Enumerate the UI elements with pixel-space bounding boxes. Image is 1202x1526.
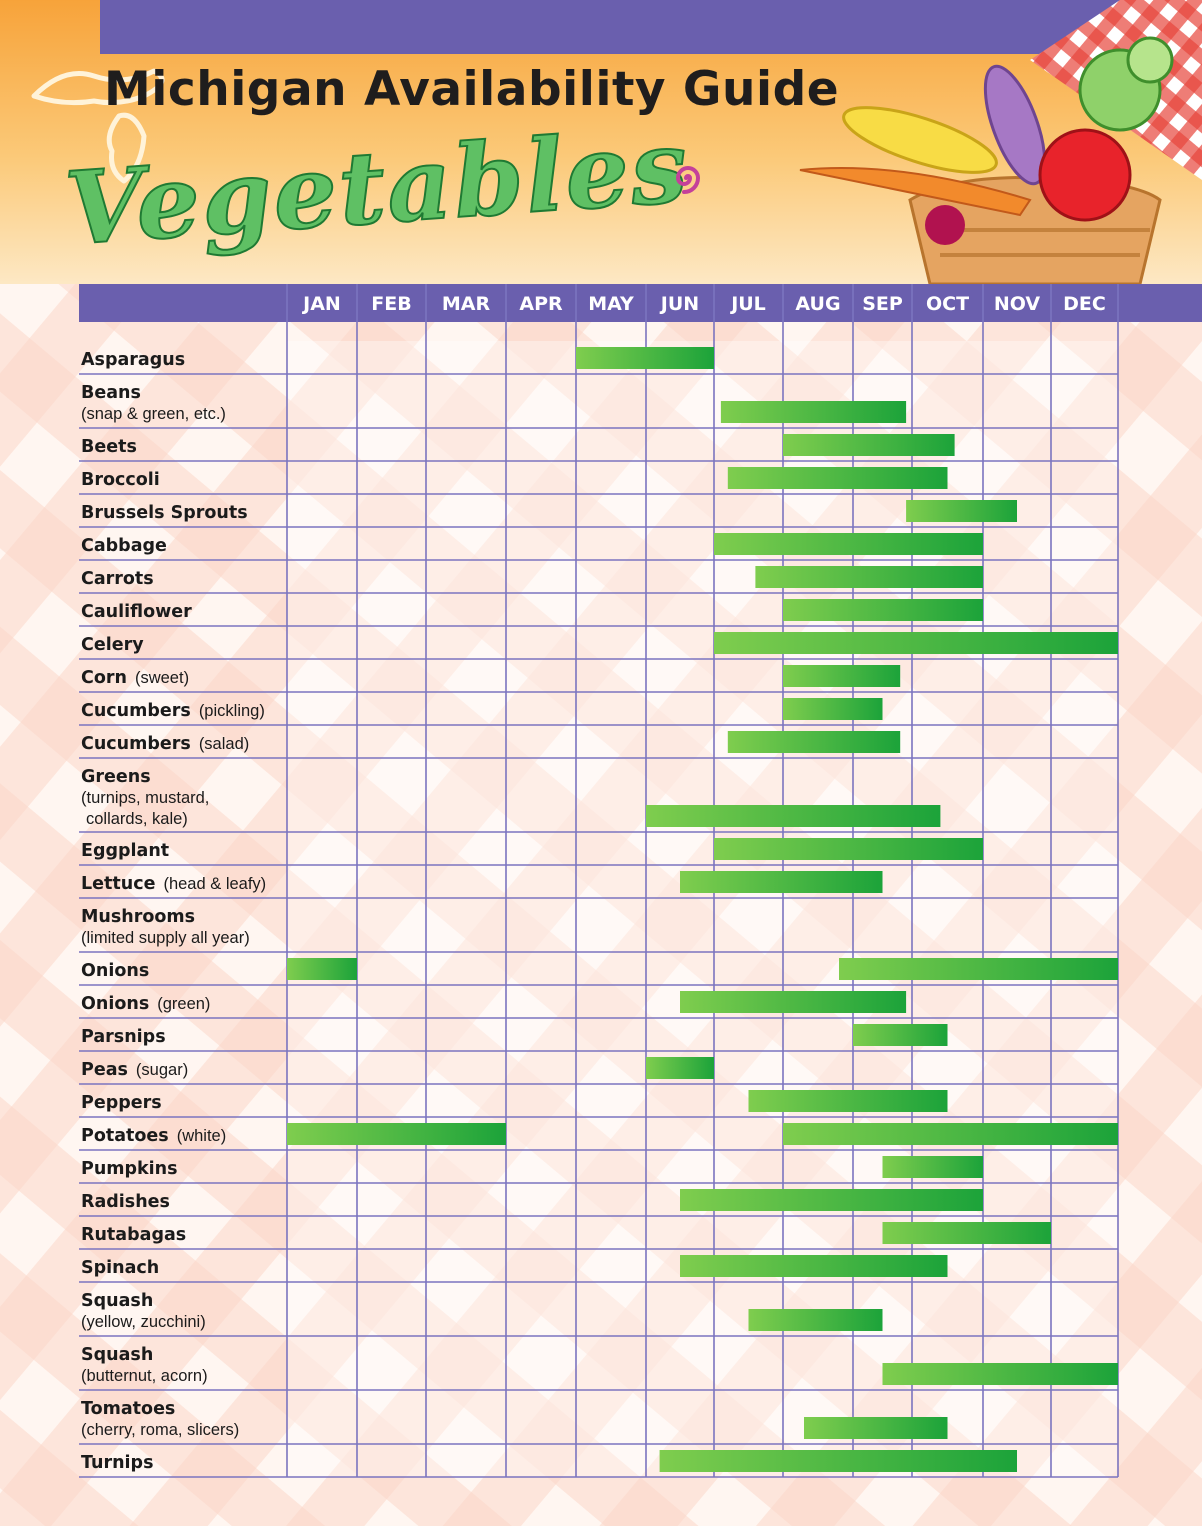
- vegetable-name: Eggplant: [81, 841, 170, 861]
- vegetable-name: Carrots: [81, 569, 154, 589]
- month-label: MAY: [588, 293, 634, 315]
- vegetable-name: Mushrooms: [81, 907, 196, 927]
- vegetable-name: Potatoes: [81, 1126, 169, 1146]
- vegetable-name: Lettuce: [81, 874, 156, 894]
- vegetable-name: Onions: [81, 994, 150, 1014]
- vegetable-name-label: [81, 1291, 206, 1331]
- vegetable-note: (cherry, roma, slicers): [81, 1421, 240, 1439]
- vegetable-name-label: [81, 1399, 239, 1439]
- vegetable-name-label: [81, 961, 149, 981]
- month-label: MAR: [441, 293, 491, 315]
- availability-bar: [783, 599, 983, 621]
- vegetable-note: (salad): [198, 735, 250, 753]
- availability-bar: [576, 347, 714, 369]
- availability-bar: [783, 665, 900, 687]
- vegetable-name-label: [81, 1345, 208, 1385]
- month-label: AUG: [795, 293, 841, 315]
- vegetable-name-label: [81, 1060, 188, 1080]
- vegetable-name-label: [81, 767, 209, 828]
- month-header-band: [79, 284, 1202, 322]
- vegetable-name-label: [81, 350, 185, 370]
- vegetable-name-label: [81, 503, 248, 523]
- vegetable-name-label: [81, 602, 192, 622]
- vegetable-name: Brussels Sprouts: [81, 503, 248, 523]
- vegetable-note: (turnips, mustard,: [81, 789, 210, 807]
- vegetable-name: Peas: [81, 1060, 128, 1080]
- availability-bar: [906, 500, 1017, 522]
- availability-bar: [839, 958, 1118, 980]
- vegetable-name-label: [81, 1027, 166, 1047]
- vegetable-name: Cucumbers: [81, 701, 191, 721]
- vegetable-name-label: [81, 841, 169, 861]
- page-subtitle: Vegetables: [61, 106, 693, 268]
- vegetable-name: Radishes: [81, 1192, 170, 1212]
- vegetable-name: Squash: [81, 1291, 154, 1311]
- vegetable-name: Cabbage: [81, 536, 167, 556]
- vegetable-labels: [81, 350, 266, 1473]
- vegetable-name: Asparagus: [81, 350, 186, 370]
- availability-bar: [287, 958, 357, 980]
- availability-bar: [883, 1222, 1052, 1244]
- availability-bar: [749, 1309, 883, 1331]
- month-label: JAN: [303, 293, 341, 315]
- vegetable-name: Spinach: [81, 1258, 160, 1278]
- vegetable-name-label: [81, 536, 167, 556]
- vegetable-note: (head & leafy): [163, 875, 267, 893]
- month-label: JUL: [731, 293, 766, 315]
- page-title: Michigan Availability Guide: [104, 62, 840, 117]
- vegetable-name-label: [81, 635, 144, 655]
- vegetable-name-label: [81, 383, 226, 423]
- vegetable-name-label: [81, 1159, 178, 1179]
- vegetable-name-label: [81, 1225, 186, 1245]
- availability-bar: [646, 805, 940, 827]
- availability-bar: [853, 1024, 948, 1046]
- vegetable-note: (butternut, acorn): [81, 1367, 208, 1385]
- vegetable-name: Rutabagas: [81, 1225, 187, 1245]
- vegetable-name: Tomatoes: [81, 1399, 176, 1419]
- vegetable-note: collards, kale): [86, 810, 188, 828]
- availability-bar: [883, 1156, 984, 1178]
- month-label: JUN: [660, 293, 700, 315]
- vegetable-name: Beans: [81, 383, 141, 403]
- availability-bar: [680, 991, 906, 1013]
- vegetable-name: Greens: [81, 767, 151, 787]
- availability-bar: [646, 1057, 714, 1079]
- vegetable-note: (yellow, zucchini): [81, 1313, 206, 1331]
- availability-bar: [714, 533, 983, 555]
- vegetable-name: Beets: [81, 437, 137, 457]
- vegetable-name-label: [81, 569, 154, 589]
- vegetable-name: Celery: [81, 635, 144, 655]
- availability-bar: [755, 566, 983, 588]
- vegetable-name-label: [81, 734, 249, 754]
- availability-bar: [680, 1255, 948, 1277]
- availability-bar: [728, 467, 948, 489]
- vegetable-note: (sugar): [135, 1061, 189, 1079]
- vegetable-name: Corn: [81, 668, 127, 688]
- availability-bar: [883, 1363, 1119, 1385]
- availability-bar: [680, 871, 883, 893]
- availability-bar: [714, 632, 1118, 654]
- month-label: SEP: [862, 293, 903, 315]
- vegetable-name-label: [81, 437, 137, 457]
- vegetable-name: Turnips: [81, 1453, 154, 1473]
- vegetable-note: (white): [176, 1127, 227, 1145]
- availability-bar: [783, 698, 883, 720]
- availability-bar: [714, 838, 983, 860]
- availability-bar: [721, 401, 906, 423]
- vegetable-note: (sweet): [134, 669, 190, 687]
- month-label: FEB: [371, 293, 412, 315]
- vegetable-name-label: [81, 668, 189, 688]
- vegetable-name: Parsnips: [81, 1027, 166, 1047]
- availability-bar: [749, 1090, 948, 1112]
- month-label: OCT: [925, 293, 970, 315]
- vegetable-note: (limited supply all year): [81, 929, 250, 947]
- vegetable-name-label: [81, 701, 265, 721]
- availability-bar: [804, 1417, 948, 1439]
- month-label: APR: [519, 293, 563, 315]
- vegetable-name: Cucumbers: [81, 734, 191, 754]
- vegetable-name: Broccoli: [81, 470, 160, 490]
- vegetable-note: (green): [157, 995, 211, 1013]
- vegetable-name-label: [81, 1126, 226, 1146]
- availability-bar: [680, 1189, 983, 1211]
- vegetable-name-label: [81, 470, 160, 490]
- vegetable-name: Cauliflower: [81, 602, 192, 622]
- vegetable-name: Pumpkins: [81, 1159, 178, 1179]
- month-label: NOV: [993, 293, 1041, 315]
- vegetable-name: Peppers: [81, 1093, 162, 1113]
- vegetable-name: Onions: [81, 961, 150, 981]
- vegetable-name-label: [81, 907, 250, 947]
- vegetable-name: Squash: [81, 1345, 154, 1365]
- availability-bar: [783, 434, 955, 456]
- vegetable-name-label: [81, 994, 210, 1014]
- availability-bar: [287, 1123, 506, 1145]
- availability-bar: [783, 1123, 1118, 1145]
- vegetable-name-label: [81, 1453, 154, 1473]
- vegetable-name-label: [81, 1093, 162, 1113]
- vegetable-note: (pickling): [198, 702, 265, 720]
- vegetable-name-label: [81, 1192, 170, 1212]
- vegetable-name-label: [81, 1258, 159, 1278]
- availability-bar: [660, 1450, 1017, 1472]
- vegetable-note: (snap & green, etc.): [81, 405, 226, 423]
- month-label: DEC: [1063, 293, 1106, 315]
- availability-bar: [728, 731, 900, 753]
- vegetable-name-label: [81, 874, 266, 894]
